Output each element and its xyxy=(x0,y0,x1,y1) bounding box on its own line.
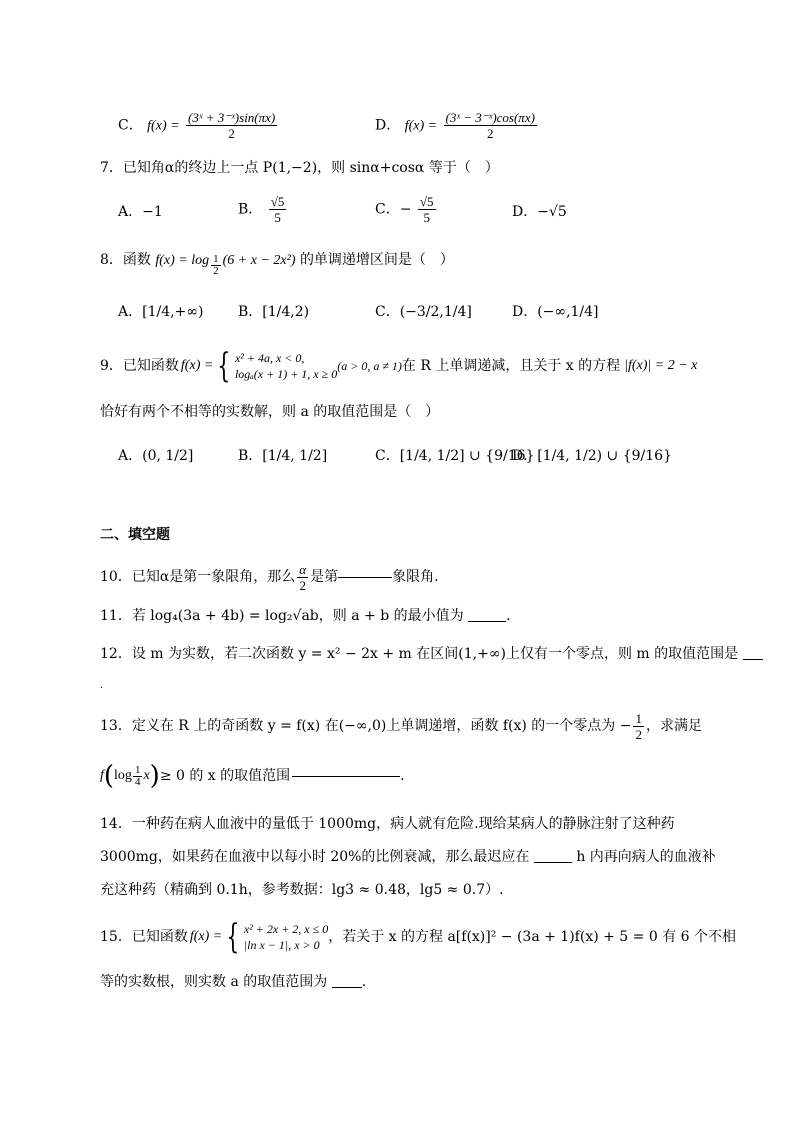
q6-option-d xyxy=(375,110,539,141)
stem-suffix: 的单调递增区间是（ ） xyxy=(299,252,454,268)
denominator: 2 xyxy=(486,126,494,141)
q13-line2 xyxy=(100,756,405,796)
left-paren: ( xyxy=(103,761,115,791)
q12-end: . xyxy=(100,680,104,691)
numerator: (3ˣ − 3⁻ˣ)cos(πx) xyxy=(445,110,535,125)
answer-blank[interactable] xyxy=(534,862,572,863)
numerator: 1 xyxy=(213,253,219,265)
numerator: (3ˣ + 3⁻ˣ)sin(πx) xyxy=(188,110,276,125)
case-1: x² + 4a, x < 0, xyxy=(234,351,305,365)
q15-line2 xyxy=(100,972,366,992)
fraction xyxy=(269,194,287,225)
answer-blank[interactable] xyxy=(468,621,506,622)
func-name: f xyxy=(100,768,104,783)
condition: (a > 0, a ≠ 1) xyxy=(337,359,402,373)
log-base xyxy=(211,254,221,277)
stem-prefix: 8．函数 xyxy=(100,252,151,268)
log-argument: (6 + x − 2x²) xyxy=(222,253,296,268)
fraction xyxy=(297,562,308,593)
q9-option-c: C．[1/4, 1/2] ∪ {9/16} xyxy=(375,448,535,464)
stem: 等的实数根，则实数 a 的取值范围为 xyxy=(100,974,328,990)
q14-line1: 14．一种药在病人血液中的量低于 1000mg，病人就有危险.现给某病人的静脉注射了这种药 xyxy=(100,816,675,832)
numerator: 1 xyxy=(134,763,141,776)
q13-line1 xyxy=(100,708,702,744)
option-label: C． xyxy=(118,117,143,134)
q9-stem-line2: 恰好有两个不相等的实数解，则 a 的取值范围是（ ） xyxy=(100,404,440,420)
stem-suffix: ，求满足 xyxy=(645,718,702,734)
denominator: 2 xyxy=(228,126,235,141)
func-lhs: f(x) = xyxy=(180,358,214,373)
q12 xyxy=(100,644,763,664)
stem-end: . xyxy=(506,608,511,624)
case-2: logₐ(x + 1) + 1, x ≥ 0 xyxy=(234,367,338,381)
q7-option-d: D．−√5 xyxy=(512,204,567,220)
q14-line2 xyxy=(100,847,716,867)
numerator: √5 xyxy=(270,194,285,209)
func-lhs: f(x) = xyxy=(147,118,180,134)
stem-end: . xyxy=(361,974,367,990)
right-paren: ) xyxy=(149,761,160,791)
numerator: √5 xyxy=(419,194,434,209)
stem-suffix: 是第 xyxy=(310,569,339,585)
left-brace: { xyxy=(217,346,231,386)
func-lhs: f(x) = xyxy=(404,118,438,134)
q7-option-a: A．−1 xyxy=(118,204,163,220)
q9-stem xyxy=(100,348,697,384)
stem-prefix: 9．已知函数 xyxy=(100,358,179,374)
q8-option-a: A．[1/4,+∞) xyxy=(118,304,204,320)
q7-stem: 7．已知角α的终边上一点 P(1,−2)，则 sinα+cosα 等于（ ） xyxy=(100,160,499,176)
stem-prefix: 10．已知α是第一象限角，那么 xyxy=(100,569,296,585)
func-lhs: f(x) = log xyxy=(155,253,210,268)
fraction xyxy=(444,110,537,141)
stem-end: . xyxy=(400,768,405,784)
answer-blank[interactable] xyxy=(743,659,763,660)
stem-prefix: 15．已知函数 xyxy=(100,929,188,945)
case-2: |ln x − 1|, x > 0 xyxy=(243,938,320,952)
q8-option-c: C．(−3/2,1/4] xyxy=(375,304,472,320)
numerator: α xyxy=(299,561,307,577)
denominator: 2 xyxy=(213,265,219,277)
func-lhs: f(x) = xyxy=(189,929,223,944)
numerator: 1 xyxy=(635,710,642,726)
variable: x xyxy=(143,768,150,783)
stem: 3000mg，如果药在血液中以每小时 20%的比例衰减，那么最迟应在 xyxy=(100,849,530,865)
denominator: 5 xyxy=(423,210,430,225)
option-label: C．− xyxy=(375,201,412,218)
section-heading: 二、填空题 xyxy=(100,527,170,543)
stem: 12．设 m 为实数，若二次函数 y = x² − 2x + m 在区间(1,+∞)上仅有一个零点，则 m 的取值范围是 xyxy=(100,646,739,662)
denominator: 2 xyxy=(299,577,306,593)
answer-blank[interactable] xyxy=(332,987,362,988)
q15-line1 xyxy=(100,918,736,956)
log-base xyxy=(133,765,143,788)
q6-option-c xyxy=(118,110,279,141)
stem-middle: 在 R 上单调递减，且关于 x 的方程 xyxy=(401,358,621,374)
case-1: x² + 2x + 2, x ≤ 0 xyxy=(243,922,329,936)
answer-blank[interactable] xyxy=(338,577,392,578)
q9-option-a: A．(0, 1/2] xyxy=(118,448,194,464)
q9-option-d: D．[1/4, 1/2) ∪ {9/16} xyxy=(512,448,672,464)
log-text: log xyxy=(114,768,132,783)
q10 xyxy=(100,560,439,594)
denominator: 5 xyxy=(274,210,281,225)
equation: |f(x)| = 2 − x xyxy=(624,358,698,373)
q9-option-b: B．[1/4, 1/2] xyxy=(238,448,328,464)
q8-option-d: D．(−∞,1/4] xyxy=(512,304,599,320)
answer-blank[interactable] xyxy=(292,776,400,777)
stem: 13．定义在 R 上的奇函数 y = f(x) 在(−∞,0)上单调递增，函数 f(x) 的一个零点为 − xyxy=(100,718,632,734)
denominator: 2 xyxy=(635,726,642,742)
stem: ≥ 0 的 x 的取值范围 xyxy=(159,768,291,784)
option-label: D． xyxy=(375,117,401,134)
q8-option-b: B．[1/4,2) xyxy=(238,304,310,320)
stem-end: 象限角. xyxy=(392,569,439,585)
piecewise-cases xyxy=(235,350,337,382)
fraction xyxy=(418,194,436,225)
left-brace: { xyxy=(226,917,240,957)
stem-middle: ，若关于 x 的方程 a[f(x)]² − (3a + 1)f(x) + 5 = 0 有 6 个不相 xyxy=(328,929,737,945)
denominator: 4 xyxy=(134,775,141,788)
q14-line3: 充这种药（精确到 0.1h，参考数据：lg3 ≈ 0.48，lg5 ≈ 0.7）. xyxy=(100,882,504,898)
q7-option-b xyxy=(238,194,288,225)
piecewise-cases xyxy=(244,921,328,953)
fraction xyxy=(186,110,277,141)
q7-option-c xyxy=(375,194,438,225)
stem: 11．若 log₄(3a + 4b) = log₂√ab，则 a + b 的最小值为 xyxy=(100,608,464,624)
fraction xyxy=(633,711,644,742)
option-label: B． xyxy=(238,201,263,218)
q11 xyxy=(100,606,511,626)
q8-stem xyxy=(100,250,454,277)
stem-suffix: h 内再向病人的血液补 xyxy=(576,849,716,865)
